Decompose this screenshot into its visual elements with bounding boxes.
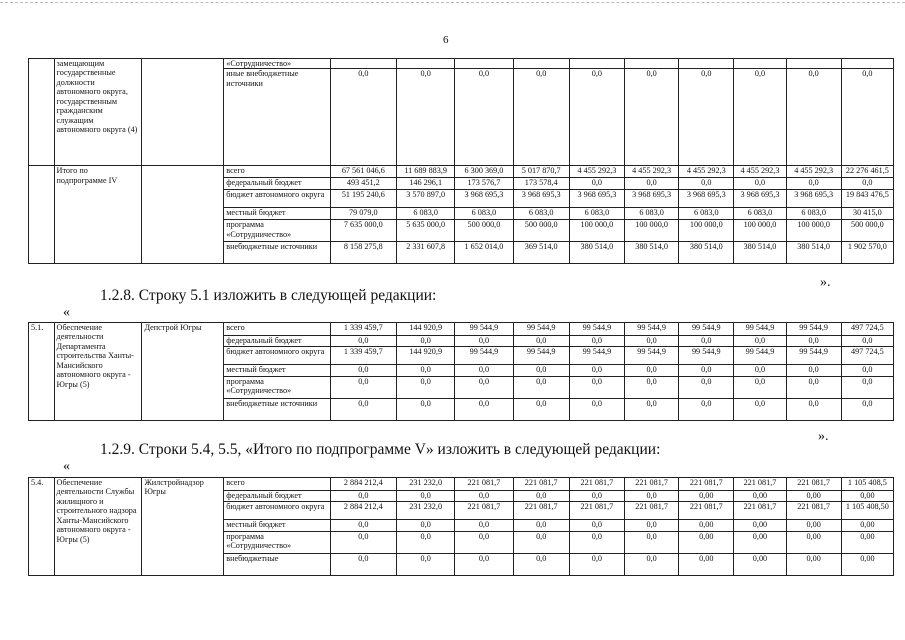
value-cell: 0,0 <box>397 365 455 377</box>
funding-source: бюджет автономного округа <box>224 190 330 208</box>
value-cell: 0,00 <box>734 554 786 576</box>
value-cell: 99 544,9 <box>455 347 513 365</box>
page-number: 6 <box>443 34 449 46</box>
opening-quote-1: « <box>63 305 70 320</box>
funding-source: внебюджетные источники <box>224 242 330 264</box>
budget-table-row-5-1 <box>28 322 894 421</box>
value-cell: 0,0 <box>786 69 841 166</box>
value-cell: 0,0 <box>679 399 734 421</box>
value-cell: 0,0 <box>455 377 513 399</box>
value-cell: 0,0 <box>569 178 624 190</box>
value-cell: 4 455 292,3 <box>679 166 734 178</box>
value-cell: 0,00 <box>734 491 786 502</box>
value-cell: 0,0 <box>734 336 786 347</box>
value-cell: 0,0 <box>397 336 455 347</box>
funding-source: местный бюджет <box>224 520 330 532</box>
value-cell: 380 514,0 <box>734 242 786 264</box>
value-cell: 22 276 461,5 <box>841 166 893 178</box>
row-executor: Жилстройнадзор Югры <box>142 478 224 576</box>
value-cell: 99 544,9 <box>513 323 569 336</box>
funding-source: всего <box>224 478 330 491</box>
value-cell: 19 843 476,5 <box>841 190 893 208</box>
value-cell: 0,0 <box>625 554 679 576</box>
row-name: Обеспечение деятельности Службы жилищного и строительного надзора Ханты-Мансийского автономного округа - Югры (5) <box>54 478 142 576</box>
value-cell: 0,0 <box>625 377 679 399</box>
funding-source: местный бюджет <box>224 365 330 377</box>
value-cell: 173 576,7 <box>455 178 513 190</box>
value-cell: 0,00 <box>786 554 841 576</box>
value-cell: 3 570 897,0 <box>397 190 455 208</box>
value-cell: 221 081,7 <box>625 502 679 520</box>
value-cell: 99 544,9 <box>679 347 734 365</box>
value-cell: 0,0 <box>625 365 679 377</box>
value-cell: 0,0 <box>679 365 734 377</box>
value-cell: 2 331 607,8 <box>397 242 455 264</box>
value-cell: 99 544,9 <box>625 323 679 336</box>
value-cell: 99 544,9 <box>625 347 679 365</box>
funding-source: программа «Сотрудничество» <box>224 532 330 554</box>
value-cell: 5 017 870,7 <box>513 166 569 178</box>
opening-quote-2: « <box>63 459 70 474</box>
value-cell: 7 635 000,0 <box>330 220 396 242</box>
value-cell: 0,0 <box>569 399 624 421</box>
value-cell: 8 158 275,8 <box>330 242 396 264</box>
value-cell: 6 300 369,0 <box>455 166 513 178</box>
value-cell: 1 105 408,5 <box>841 478 893 491</box>
value-cell <box>841 59 893 69</box>
value-cell: 0,0 <box>455 336 513 347</box>
value-cell: 6 083,0 <box>513 208 569 220</box>
table-row <box>29 59 894 69</box>
value-cell: 11 689 883,9 <box>397 166 455 178</box>
value-cell: 100 000,0 <box>625 220 679 242</box>
value-cell: 500 000,0 <box>841 220 893 242</box>
value-cell: 0,0 <box>513 365 569 377</box>
value-cell: 221 081,7 <box>569 478 624 491</box>
value-cell: 0,0 <box>397 532 455 554</box>
value-cell: 0,0 <box>330 69 396 166</box>
value-cell: 497 724,5 <box>841 323 893 336</box>
value-cell: 2 884 212,4 <box>330 502 396 520</box>
value-cell: 99 544,9 <box>786 323 841 336</box>
value-cell: 0,00 <box>679 491 734 502</box>
value-cell: 67 561 046,6 <box>330 166 396 178</box>
value-cell <box>679 59 734 69</box>
value-cell: 99 544,9 <box>455 323 513 336</box>
value-cell: 0,0 <box>841 365 893 377</box>
row-executor: Депстрой Югры <box>142 323 224 421</box>
value-cell: 0,0 <box>786 365 841 377</box>
value-cell: 0,00 <box>679 532 734 554</box>
value-cell: 4 455 292,3 <box>625 166 679 178</box>
budget-table-row-5-4 <box>28 477 894 576</box>
value-cell: 99 544,9 <box>679 323 734 336</box>
value-cell: 0,0 <box>397 377 455 399</box>
value-cell: 4 455 292,3 <box>569 166 624 178</box>
value-cell: 6 083,0 <box>397 208 455 220</box>
value-cell: 0,0 <box>734 377 786 399</box>
value-cell: 0,0 <box>455 399 513 421</box>
value-cell: 0,0 <box>330 520 396 532</box>
funding-source: всего <box>224 323 330 336</box>
value-cell: 30 415,0 <box>841 208 893 220</box>
value-cell: 221 081,7 <box>734 478 786 491</box>
value-cell: 0,0 <box>786 377 841 399</box>
value-cell: 0,0 <box>330 399 396 421</box>
value-cell: 0,0 <box>330 336 396 347</box>
value-cell: 0,0 <box>625 491 679 502</box>
value-cell <box>455 59 513 69</box>
value-cell: 221 081,7 <box>455 502 513 520</box>
value-cell: 99 544,9 <box>734 347 786 365</box>
value-cell: 3 968 695,3 <box>679 190 734 208</box>
value-cell: 0,0 <box>734 178 786 190</box>
value-cell: 99 544,9 <box>569 323 624 336</box>
value-cell: 173 578,4 <box>513 178 569 190</box>
value-cell: 231 232,0 <box>397 502 455 520</box>
value-cell: 3 968 695,3 <box>625 190 679 208</box>
budget-table-subprogram-iv <box>28 58 894 264</box>
value-cell: 0,0 <box>625 399 679 421</box>
value-cell: 1 105 408,50 <box>841 502 893 520</box>
table-row <box>29 166 894 178</box>
funding-source: бюджет автономного округа <box>224 347 330 365</box>
value-cell: 3 968 695,3 <box>569 190 624 208</box>
value-cell: 0,0 <box>734 69 786 166</box>
value-cell: 0,0 <box>397 491 455 502</box>
value-cell: 0,0 <box>569 532 624 554</box>
value-cell: 493 451,2 <box>330 178 396 190</box>
value-cell: 0,0 <box>397 520 455 532</box>
value-cell: 0,0 <box>734 365 786 377</box>
value-cell <box>786 59 841 69</box>
value-cell: 0,0 <box>679 336 734 347</box>
value-cell: 0,00 <box>734 532 786 554</box>
heading-1-2-8: 1.2.8. Строку 5.1 изложить в следующей редакции: <box>100 287 437 304</box>
row-number: 5.1. <box>29 323 55 421</box>
value-cell: 0,0 <box>513 377 569 399</box>
value-cell: 51 195 240,6 <box>330 190 396 208</box>
value-cell: 0,00 <box>841 554 893 576</box>
value-cell: 3 968 695,3 <box>734 190 786 208</box>
value-cell: 500 000,0 <box>455 220 513 242</box>
closing-quote-2: ». <box>818 429 829 444</box>
value-cell: 221 081,7 <box>513 502 569 520</box>
value-cell: 1 652 014,0 <box>455 242 513 264</box>
value-cell: 144 920,9 <box>397 347 455 365</box>
funding-source: местный бюджет <box>224 208 330 220</box>
value-cell: 0,0 <box>330 491 396 502</box>
table-row <box>29 478 894 491</box>
value-cell: 221 081,7 <box>734 502 786 520</box>
value-cell: 0,0 <box>679 377 734 399</box>
top-scan-edge <box>0 2 905 3</box>
value-cell: 500 000,0 <box>513 220 569 242</box>
value-cell: 6 083,0 <box>455 208 513 220</box>
value-cell: 0,0 <box>455 69 513 166</box>
value-cell: 0,0 <box>330 554 396 576</box>
funding-source: внебюджетные источники <box>224 399 330 421</box>
value-cell: 0,0 <box>513 554 569 576</box>
value-cell: 5 635 000,0 <box>397 220 455 242</box>
value-cell: 99 544,9 <box>569 347 624 365</box>
value-cell: 0,0 <box>786 399 841 421</box>
row-name: Обеспечение деятельности Департамента строительства Ханты-Мансийского автономного округа - Югры (5) <box>54 323 142 421</box>
value-cell: 0,0 <box>513 532 569 554</box>
table-row <box>29 323 894 336</box>
value-cell: 0,0 <box>569 336 624 347</box>
row-number <box>29 166 55 264</box>
value-cell: 99 544,9 <box>786 347 841 365</box>
value-cell: 0,0 <box>330 532 396 554</box>
value-cell: 0,00 <box>679 554 734 576</box>
value-cell <box>625 59 679 69</box>
value-cell: 6 083,0 <box>679 208 734 220</box>
value-cell: 0,0 <box>569 554 624 576</box>
value-cell <box>569 59 624 69</box>
value-cell: 146 296,1 <box>397 178 455 190</box>
value-cell: 6 083,0 <box>786 208 841 220</box>
funding-source: программа «Сотрудничество» <box>224 377 330 399</box>
funding-source: бюджет автономного округа <box>224 502 330 520</box>
funding-source: внебюджетные <box>224 554 330 576</box>
value-cell: 0,0 <box>569 69 624 166</box>
value-cell: 0,0 <box>841 377 893 399</box>
value-cell: 0,0 <box>679 69 734 166</box>
value-cell: 0,0 <box>569 491 624 502</box>
value-cell: 99 544,9 <box>734 323 786 336</box>
value-cell: 0,00 <box>841 491 893 502</box>
value-cell: 0,0 <box>397 399 455 421</box>
value-cell: 0,0 <box>455 554 513 576</box>
value-cell: 6 083,0 <box>569 208 624 220</box>
value-cell: 3 968 695,3 <box>513 190 569 208</box>
value-cell: 0,0 <box>513 69 569 166</box>
value-cell: 0,0 <box>679 178 734 190</box>
row-name: замещающим государственные должности автономного округа, государственным гражданским служащим автономного округа (4) <box>54 59 142 166</box>
value-cell: 0,0 <box>569 377 624 399</box>
value-cell: 0,00 <box>734 520 786 532</box>
value-cell: 380 514,0 <box>679 242 734 264</box>
value-cell: 100 000,0 <box>786 220 841 242</box>
value-cell: 221 081,7 <box>455 478 513 491</box>
value-cell: 0,00 <box>841 520 893 532</box>
value-cell: 0,00 <box>786 491 841 502</box>
value-cell: 2 884 212,4 <box>330 478 396 491</box>
value-cell: 380 514,0 <box>569 242 624 264</box>
value-cell <box>734 59 786 69</box>
value-cell: 0,00 <box>679 520 734 532</box>
value-cell: 497 724,5 <box>841 347 893 365</box>
value-cell: 144 920,9 <box>397 323 455 336</box>
value-cell: 380 514,0 <box>786 242 841 264</box>
value-cell: 0,0 <box>330 365 396 377</box>
value-cell <box>397 59 455 69</box>
value-cell: 0,0 <box>625 532 679 554</box>
row-executor <box>142 59 224 166</box>
funding-source: федеральный бюджет <box>224 491 330 502</box>
row-number <box>29 59 55 166</box>
value-cell: 3 968 695,3 <box>455 190 513 208</box>
value-cell: 0,0 <box>841 178 893 190</box>
value-cell: 0,0 <box>330 377 396 399</box>
value-cell: 0,0 <box>513 491 569 502</box>
funding-source: программа «Сотрудничество» <box>224 220 330 242</box>
value-cell: 79 079,0 <box>330 208 396 220</box>
funding-source: федеральный бюджет <box>224 336 330 347</box>
value-cell: 0,0 <box>569 365 624 377</box>
value-cell: 0,0 <box>625 336 679 347</box>
value-cell: 0,0 <box>841 399 893 421</box>
value-cell: 0,0 <box>513 520 569 532</box>
row-name: Итого по подпрограмме IV <box>54 166 142 264</box>
funding-source: всего <box>224 166 330 178</box>
value-cell: 221 081,7 <box>569 502 624 520</box>
heading-1-2-9: 1.2.9. Строки 5.4, 5.5, «Итого по подпрограмме V» изложить в следующей редакции: <box>100 441 661 458</box>
value-cell: 6 083,0 <box>625 208 679 220</box>
value-cell: 99 544,9 <box>513 347 569 365</box>
value-cell: 0,0 <box>513 399 569 421</box>
value-cell: 380 514,0 <box>625 242 679 264</box>
value-cell: 3 968 695,3 <box>786 190 841 208</box>
value-cell: 0,0 <box>786 336 841 347</box>
value-cell: 100 000,0 <box>734 220 786 242</box>
value-cell: 0,0 <box>455 365 513 377</box>
value-cell: 0,0 <box>455 532 513 554</box>
value-cell: 0,0 <box>841 69 893 166</box>
value-cell: 1 339 459,7 <box>330 347 396 365</box>
value-cell: 100 000,0 <box>679 220 734 242</box>
closing-quote-1: ». <box>820 275 831 290</box>
funding-source: федеральный бюджет <box>224 178 330 190</box>
value-cell: 0,0 <box>786 178 841 190</box>
value-cell: 0,0 <box>625 178 679 190</box>
value-cell: 0,00 <box>786 520 841 532</box>
value-cell <box>330 59 396 69</box>
value-cell: 6 083,0 <box>734 208 786 220</box>
value-cell: 4 455 292,3 <box>786 166 841 178</box>
value-cell <box>513 59 569 69</box>
value-cell: 1 902 570,0 <box>841 242 893 264</box>
value-cell: 221 081,7 <box>625 478 679 491</box>
value-cell: 0,0 <box>734 399 786 421</box>
value-cell: 0,0 <box>455 520 513 532</box>
row-number: 5.4. <box>29 478 55 576</box>
row-executor <box>142 166 224 264</box>
value-cell: 1 339 459,7 <box>330 323 396 336</box>
value-cell: 221 081,7 <box>786 478 841 491</box>
value-cell: 221 081,7 <box>679 502 734 520</box>
value-cell: 0,00 <box>786 532 841 554</box>
value-cell: 0,0 <box>397 554 455 576</box>
value-cell: 221 081,7 <box>513 478 569 491</box>
value-cell: 4 455 292,3 <box>734 166 786 178</box>
value-cell: 231 232,0 <box>397 478 455 491</box>
value-cell: 0,0 <box>625 69 679 166</box>
value-cell: 0,00 <box>841 532 893 554</box>
value-cell: 0,0 <box>841 336 893 347</box>
value-cell: 221 081,7 <box>679 478 734 491</box>
value-cell: 0,0 <box>513 336 569 347</box>
value-cell: 100 000,0 <box>569 220 624 242</box>
value-cell: 221 081,7 <box>786 502 841 520</box>
funding-source: иные внебюджетные источники <box>224 69 330 166</box>
value-cell: 0,0 <box>397 69 455 166</box>
value-cell: 369 514,0 <box>513 242 569 264</box>
funding-source: «Сотрудничество» <box>224 59 330 69</box>
value-cell: 0,0 <box>455 491 513 502</box>
value-cell: 0,0 <box>625 520 679 532</box>
value-cell: 0,0 <box>569 520 624 532</box>
